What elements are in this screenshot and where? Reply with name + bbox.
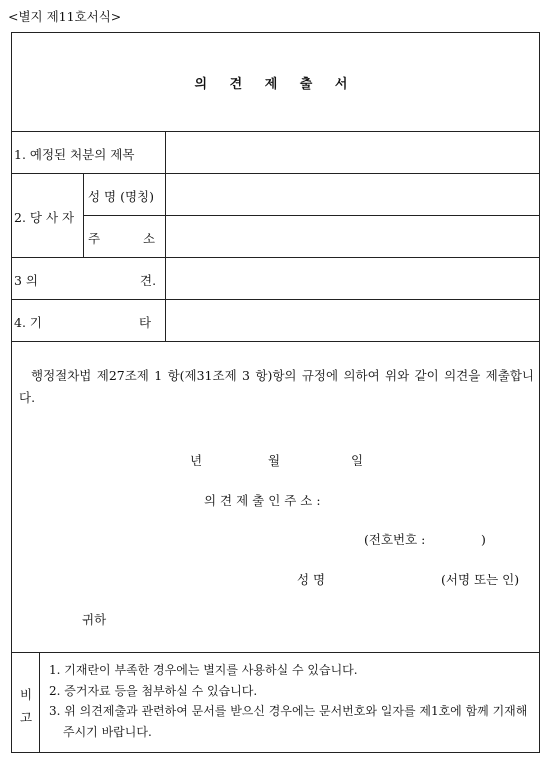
remarks-list: [49, 660, 533, 742]
party-address-label-b: 소: [143, 231, 156, 246]
row-label-opinion-b: 견.: [140, 273, 157, 288]
divider: [11, 341, 540, 342]
opinion-field[interactable]: [166, 258, 539, 299]
date-day: 일: [351, 453, 364, 468]
divider: [11, 652, 540, 653]
party-name-label: 성 명 (명칭): [88, 189, 155, 204]
submitter-address-label: 의 견 제 출 인 주 소 :: [204, 493, 321, 508]
row-label-other-b: 타: [139, 315, 152, 330]
party-address-field[interactable]: [166, 216, 539, 257]
name-label: 성 명: [297, 572, 326, 587]
row-label-other-a: 4. 기: [14, 315, 42, 330]
party-address-label-a: 주: [88, 231, 101, 246]
divider: [39, 652, 40, 753]
remark-item: 2. 증거자료 등을 첨부하실 수 있습니다.: [49, 683, 258, 698]
remarks-label-2: 고: [20, 710, 33, 725]
row-label-party: 2. 당 사 자: [14, 210, 75, 225]
remark-item: 3. 위 의견제출과 관련하여 문서를 받으신 경우에는 문서번호와 일자를 제1호에 함께 기재해 주시기 바랍니다.: [49, 704, 528, 739]
divider: [83, 173, 84, 257]
remark-item: 1. 기재란이 부족한 경우에는 별지를 사용하실 수 있습니다.: [49, 663, 358, 677]
form-reference: <별지 제11호서식>: [8, 9, 122, 24]
date-year: 년: [190, 453, 203, 468]
party-name-field[interactable]: [166, 174, 539, 215]
signature-label: (서명 또는 인): [441, 572, 520, 587]
declaration-paragraph: 행정절차법 제27조제 1 항(제31조제 3 항)항의 규정에 의하여 위와 같이 의견을 제출합니다.: [19, 368, 534, 405]
phone-label: (전호번호 : ): [364, 532, 486, 547]
form-title: 의 견 제 출 서: [194, 77, 357, 92]
date-month: 월: [268, 453, 281, 468]
row-label-subject: 1. 예정된 처분의 제목: [14, 147, 135, 162]
recipient-label: 귀하: [82, 612, 107, 627]
remarks-label-1: 비: [20, 687, 33, 702]
subject-field[interactable]: [166, 132, 539, 173]
row-label-opinion-a: 3 의: [14, 273, 39, 288]
other-field[interactable]: [166, 300, 539, 341]
